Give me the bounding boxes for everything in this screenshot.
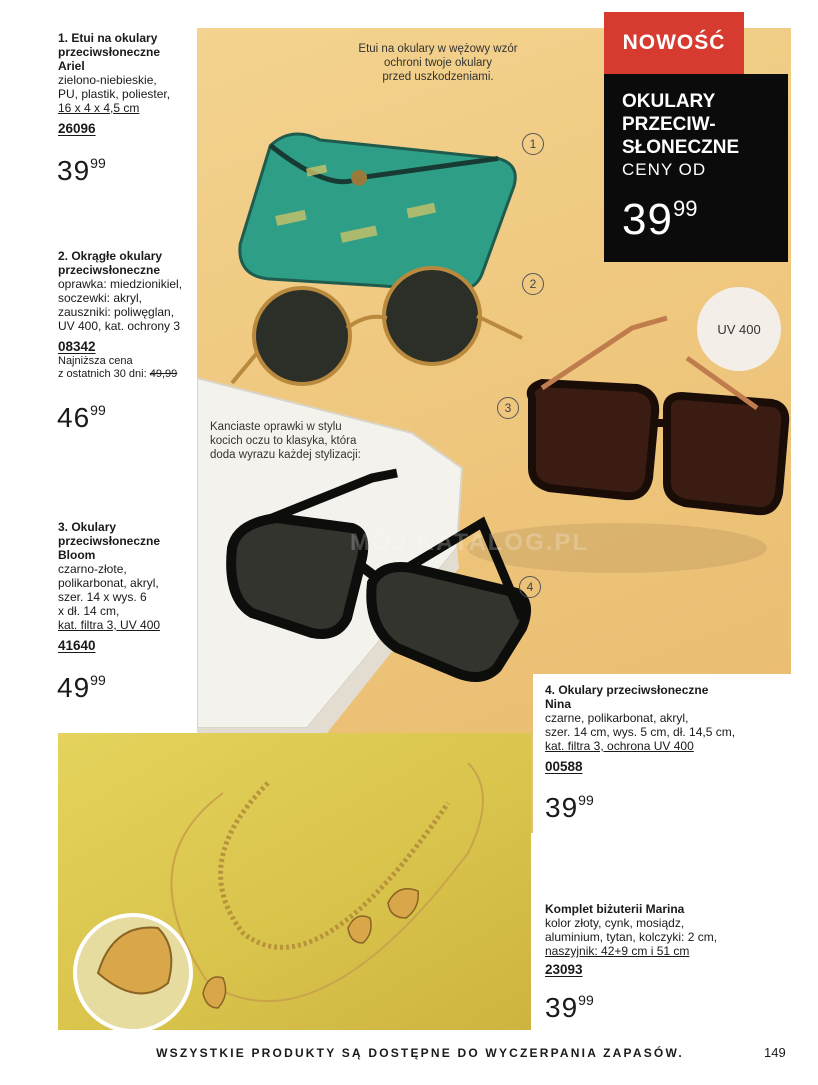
product-2: 2. Okrągłe okulary przeciwsłoneczne oprawka: miedzionikiel, soczewki: akryl, zauszniki: poliwęglan, UV 400, kat. ochrony 3 08342 Najniższa cena z ostatnich 30 dni: 49,99 [58, 249, 183, 380]
product-1-code: 26096 [58, 121, 96, 136]
product-1-price: $39^{99}$ [57, 155, 106, 186]
product-2-price: $46^{99}$ [57, 402, 106, 433]
shell-earring-1 [348, 916, 371, 943]
promo-line2: PRZECIW- [622, 114, 716, 135]
jewelry-illustration [58, 733, 531, 1030]
product-2-old-price: 49,99 [149, 368, 178, 380]
promo-from: CENY OD [622, 160, 707, 179]
availability-note: WSZYSTKIE PRODUKTY SĄ DOSTĘPNE DO WYCZERPANIA ZAPASÓW. [156, 1046, 684, 1060]
promo-box [604, 74, 788, 262]
promo-line1: OKULARY [622, 91, 716, 112]
watermark: MÓJ KATALOG.PL [350, 529, 590, 556]
marker-1: 1 [522, 133, 544, 155]
shell-earring-2 [388, 889, 418, 918]
marker-2: 2 [522, 273, 544, 295]
necklace-long [171, 763, 483, 1001]
product-3-code: 41640 [58, 638, 96, 653]
product-2-code: 08342 [58, 339, 96, 354]
glasses-case [218, 91, 537, 334]
product-4-code: 00588 [545, 759, 583, 774]
caption-cat-eye: Kanciaste oprawki w stylu kocich oczu to klasyka, która doda wyrazu każdej stylizacji: [210, 421, 361, 461]
jewelry-photo [58, 733, 531, 1030]
caption-case: Etui na okulary w wężowy wzór ochroni twoje okulary przed uszkodzeniami. [358, 43, 518, 83]
product-4-price: $39^{99}$ [545, 792, 594, 823]
promo-price: $39^{99}$ [622, 195, 698, 244]
promo-line3: SŁONECZNE [622, 137, 740, 158]
product-1: 1. Etui na okulary przeciwsłoneczne Ariel zielono-niebieskie, PU, plastik, poliester, 16 x 4 x 4,5 cm 26096 [58, 31, 171, 136]
marker-3: 3 [497, 397, 519, 419]
product-5-code: 23093 [545, 962, 583, 977]
necklace-beaded [221, 783, 448, 947]
new-badge: NOWOŚĆ [604, 12, 744, 74]
uv-badge: UV 400 [697, 287, 781, 371]
product-4: 4. Okulary przeciwsłoneczne Nina czarne, polikarbonat, akryl, szer. 14 cm, wys. 5 cm, dł. 14,5 cm, kat. filtra 3, ochrona UV 400 00588 [545, 683, 736, 774]
product-3-price: $49^{99}$ [57, 672, 106, 703]
marker-4: 4 [519, 576, 541, 598]
product-3: 3. Okulary przeciwsłoneczne Bloom czarno-złote, polikarbonat, akryl, szer. 14 x wys. 6 x dł. 14 cm, kat. filtra 3, UV 400 41640 [58, 520, 161, 653]
product-5-price: $39^{99}$ [545, 992, 594, 1023]
product-5: Komplet biżuterii Marina kolor złoty, cynk, mosiądz, aluminium, tytan, kolczyki: 2 cm, naszyjnik: 42+9 cm i 51 cm 23093 [545, 902, 718, 977]
page-number: 149 [764, 1045, 786, 1060]
